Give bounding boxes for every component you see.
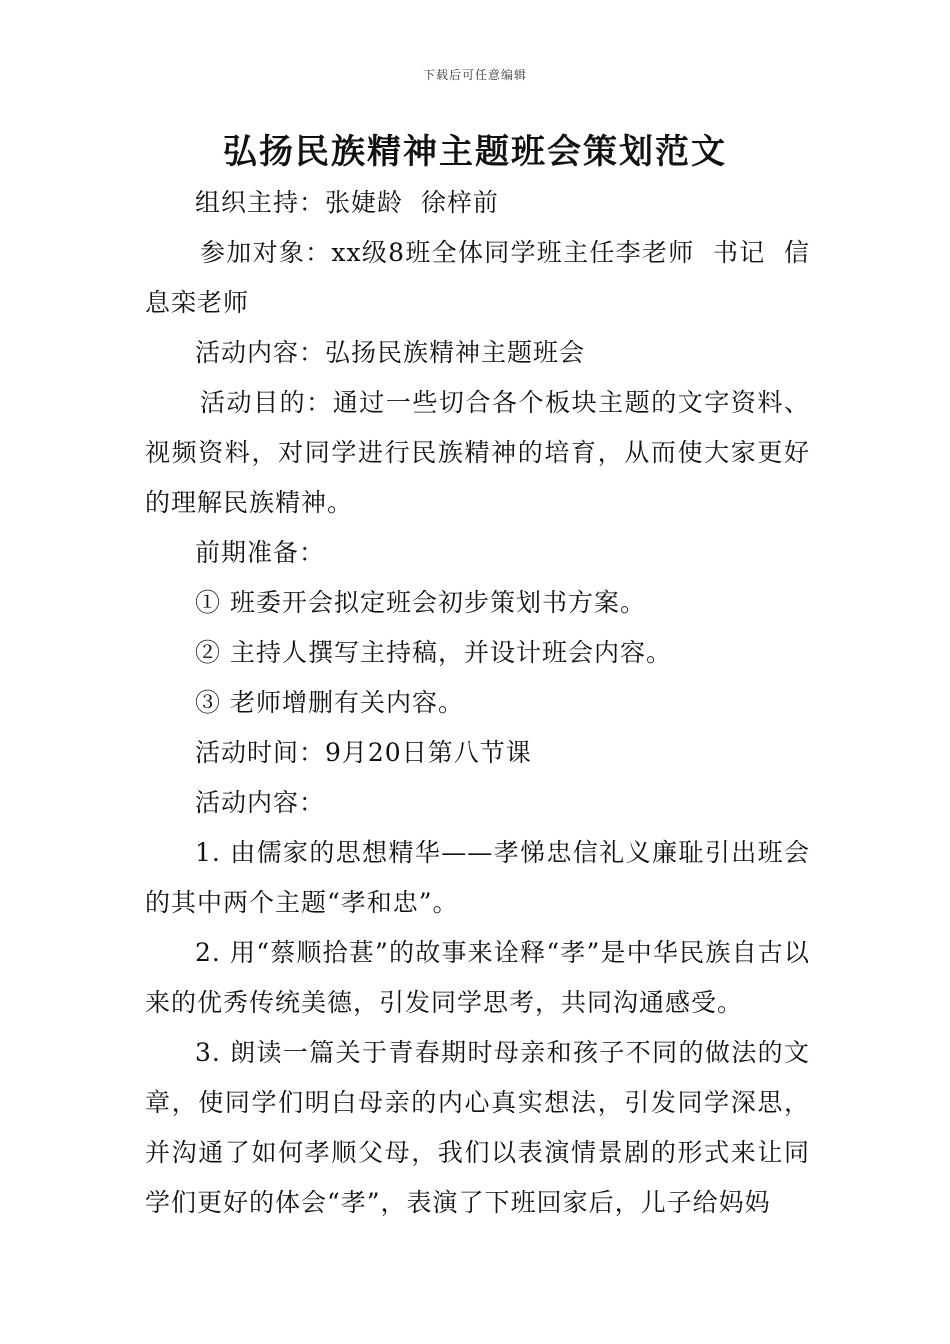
activity-content-line: 活动内容：弘扬民族精神主题班会 bbox=[195, 338, 586, 367]
activity-purpose-paragraph: 活动目的：通过一些切合各个板块主题的文字资料、视频资料，对同学进行民族精神的培育，从而使大家更好的理解民族精神。 bbox=[145, 388, 810, 517]
content-item-2: 2. 用“蔡顺拾葚”的故事来诠释“孝”是中华民族自古以来的优秀传统美德，引发同学思考，共同沟通感受。 bbox=[145, 938, 810, 1017]
preparation-item-3: ③ 老师增删有关内容。 bbox=[195, 688, 464, 717]
header-note: 下载后可任意编辑 bbox=[422, 68, 527, 82]
content-item-1: 1. 由儒家的思想精华——孝悌忠信礼义廉耻引出班会的其中两个主题“孝和忠”。 bbox=[145, 838, 810, 917]
content-item-3: 3. 朗读一篇关于青春期时母亲和孩子不同的做法的文章，使同学们明白母亲的内心真实想法，引发同学深思，并沟通了如何孝顺父母，我们以表演情景剧的形式来让同学们更好的体会“孝”，表演了下班回家后，儿子给妈妈 bbox=[145, 1038, 810, 1217]
preparation-item-2: ② 主持人撰写主持稿，并设计班会内容。 bbox=[195, 638, 672, 667]
organizer-line: 组织主持：张婕龄 徐梓前 bbox=[195, 188, 499, 217]
preparation-heading: 前期准备： bbox=[195, 538, 326, 567]
document-title: 弘扬民族精神主题班会策划范文 bbox=[223, 132, 727, 172]
activity-time-line: 活动时间：9月20日第八节课 bbox=[195, 738, 532, 767]
activity-content-heading: 活动内容： bbox=[195, 788, 326, 817]
participants-paragraph: 参加对象：xx级8班全体同学班主任李老师 书记 信息栾老师 bbox=[145, 238, 810, 317]
document-body bbox=[145, 178, 810, 1228]
preparation-item-1: ① 班委开会拟定班会初步策划书方案。 bbox=[195, 588, 646, 617]
